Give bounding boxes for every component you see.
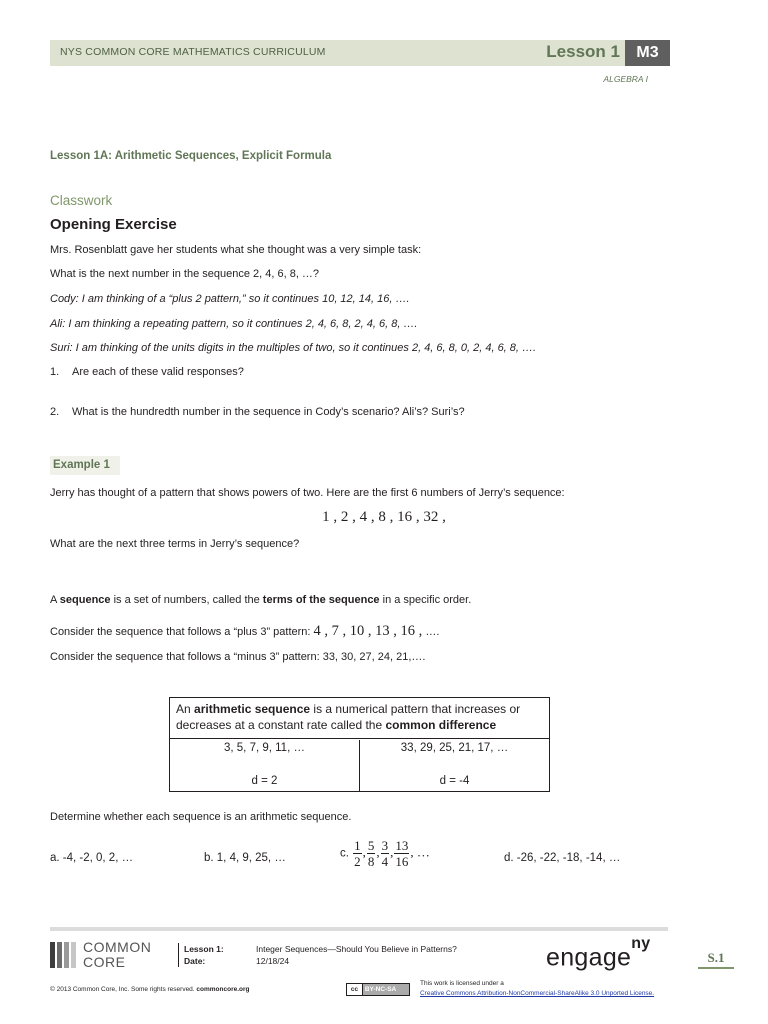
- ali-response: Ali: I am thinking a repeating pattern, so it continues 2, 4, 6, 8, 2, 4, 6, 8, ….: [50, 318, 418, 330]
- example-1-question: What are the next three terms in Jerry’s sequence?: [50, 538, 300, 550]
- numerator: 1: [354, 838, 361, 853]
- opening-question: What is the next number in the sequence 2, 4, 6, 8, …?: [50, 268, 320, 280]
- fraction: [394, 838, 409, 869]
- choice-c-tail: , …: [410, 844, 430, 860]
- cc-license-badge-icon: [346, 983, 410, 996]
- comma: ,: [390, 844, 394, 860]
- choice-d: d. -26, -22, -18, -14, …: [504, 852, 621, 864]
- numerator: 13: [395, 838, 409, 853]
- fraction: [353, 838, 362, 869]
- engageny-logo: [546, 935, 651, 972]
- footer-lesson-value: Integer Sequences—Should You Believe in Patterns?: [256, 944, 457, 954]
- plus-3-sequence: [50, 623, 439, 640]
- opening-exercise-heading: Opening Exercise: [50, 216, 177, 233]
- footer-date-label: Date:: [184, 956, 206, 966]
- example-1-text: Jerry has thought of a pattern that shows powers of two. Here are the first 6 numbers of Jerry’s sequence:: [50, 487, 565, 499]
- header-bar: [50, 40, 670, 66]
- denominator: 16: [395, 854, 409, 869]
- page-number: S.1: [698, 950, 734, 969]
- right-common-difference: d = -4: [439, 775, 470, 787]
- course-name: ALGEBRA I: [603, 74, 648, 84]
- choice-c-label: c.: [340, 847, 349, 860]
- denominator: 4: [381, 854, 389, 869]
- license-line-1: This work is licensed under a: [420, 980, 504, 987]
- numerator: 5: [367, 838, 375, 853]
- comma: ,: [376, 844, 380, 860]
- choice-c: [340, 838, 430, 869]
- fraction: [367, 838, 376, 869]
- plus-3-tail: ….: [422, 626, 440, 638]
- ny-text: ny: [631, 935, 651, 952]
- definition-text-end: in a specific order.: [379, 594, 472, 606]
- sequence-definition: [50, 594, 471, 606]
- left-example-sequence: 3, 5, 7, 9, 11, …: [224, 742, 305, 754]
- copyright-notice: [50, 986, 250, 993]
- left-common-difference: d = 2: [251, 775, 278, 787]
- numerator: 3: [381, 838, 389, 853]
- module-badge: M3: [625, 40, 670, 66]
- choice-a: a. -4, -2, 0, 2, …: [50, 852, 134, 864]
- classwork-heading: Classwork: [50, 193, 113, 208]
- jerry-sequence: 1 , 2 , 4 , 8 , 16 , 32 ,: [322, 509, 446, 525]
- definition-term-terms: terms of the sequence: [262, 594, 380, 606]
- definition-text-mid: is a set of numbers, called the: [110, 594, 263, 606]
- license-badge-text: BY-NC-SA: [364, 986, 397, 993]
- arithmetic-sequence-definition-box: [169, 697, 550, 792]
- right-example-sequence: 33, 29, 25, 21, 17, …: [400, 742, 509, 754]
- logo-line-1: COMMON: [83, 939, 152, 955]
- lesson-number: Lesson 1: [546, 42, 620, 61]
- engage-text: engage: [546, 943, 632, 972]
- suri-response: Suri: I am thinking of the units digits in the multiples of two, so it continues 2, 4, 6, 8, 0, 2, 4, 6, 8, ….: [50, 342, 537, 354]
- plus-3-math: 4 , 7 , 10 , 13 , 16 ,: [313, 623, 423, 639]
- fraction: [381, 838, 390, 869]
- comma: ,: [362, 844, 366, 860]
- cc-mark: cc: [347, 984, 363, 995]
- definition-text-a: A: [50, 594, 60, 606]
- def-box-mid: is a numerical pattern that increases or decreases at a constant rate called the: [176, 702, 521, 732]
- denominator: 2: [354, 854, 361, 869]
- definition-example-left: [170, 740, 360, 791]
- cody-response: Cody: I am thinking of a “plus 2 pattern,” so it continues 10, 12, 14, 16, ….: [50, 293, 410, 305]
- curriculum-title: NYS COMMON CORE MATHEMATICS CURRICULUM: [60, 46, 326, 58]
- def-box-pre: An: [176, 702, 195, 716]
- definition-box-header: [170, 698, 549, 739]
- logo-line-2: CORE: [83, 954, 126, 970]
- definition-example-right: [360, 740, 549, 791]
- opening-intro: Mrs. Rosenblatt gave her students what she thought was a very simple task:: [50, 244, 422, 256]
- footer-lesson-label: Lesson 1:: [184, 944, 224, 954]
- lesson-title: Lesson 1A: Arithmetic Sequences, Explicit Formula: [50, 150, 332, 162]
- definition-term-sequence: sequence: [59, 594, 111, 606]
- question-1-number: 1.: [50, 366, 60, 378]
- footer-divider: [178, 943, 179, 967]
- license-text: [420, 979, 654, 999]
- common-core-logo-icon: [50, 942, 78, 968]
- footer-date-value: 12/18/24: [256, 956, 290, 966]
- choice-b: b. 1, 4, 9, 25, …: [204, 852, 286, 864]
- def-box-term: arithmetic sequence: [194, 702, 311, 716]
- license-link[interactable]: Creative Commons Attribution-NonCommercial-ShareAlike 3.0 Unported License.: [420, 990, 655, 997]
- minus-3-sequence: Consider the sequence that follows a “minus 3” pattern: 33, 30, 27, 24, 21,….: [50, 651, 426, 663]
- copyright-text: © 2013 Common Core, Inc. Some rights reserved.: [50, 986, 197, 993]
- copyright-site: commoncore.org: [196, 986, 250, 993]
- common-core-logo-text: [83, 940, 151, 970]
- denominator: 8: [367, 854, 375, 869]
- question-2-number: 2.: [50, 406, 60, 418]
- example-1-label: Example 1: [50, 456, 120, 475]
- question-1: [50, 366, 244, 378]
- question-2-text: What is the hundredth number in the sequence in Cody’s scenario? Ali’s? Suri’s?: [72, 406, 465, 418]
- plus-3-text: Consider the sequence that follows a “plus 3” pattern:: [50, 626, 314, 638]
- determine-instruction: Determine whether each sequence is an arithmetic sequence.: [50, 811, 352, 823]
- def-box-term2: common difference: [385, 718, 497, 732]
- question-1-text: Are each of these valid responses?: [72, 366, 244, 378]
- footer-rule: [50, 927, 668, 931]
- question-2: [50, 406, 465, 418]
